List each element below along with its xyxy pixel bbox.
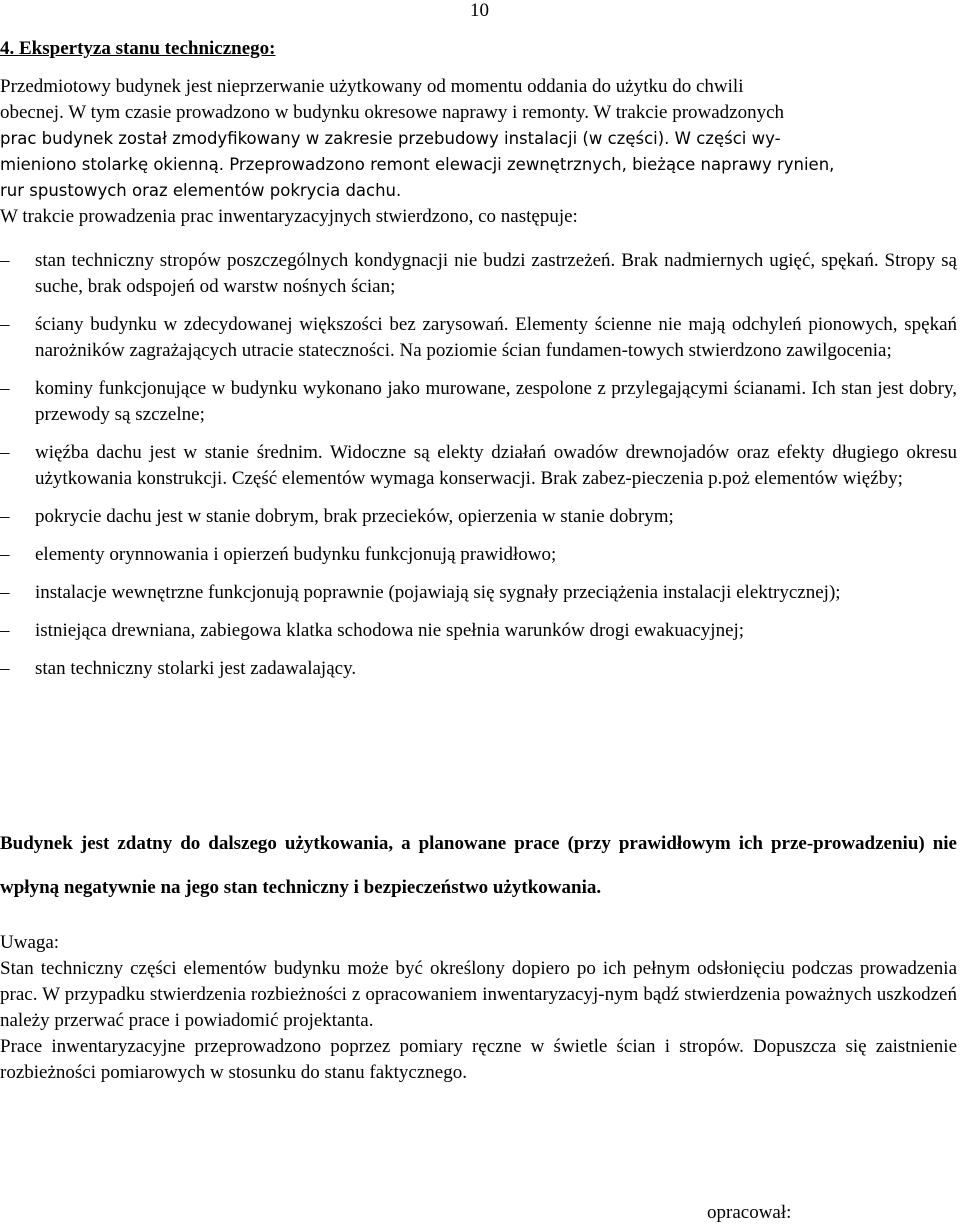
list-item <box>0 504 957 530</box>
intro-line-6: W trakcie prowadzenia prac inwentaryzacyjnych stwierdzono, co następuje: <box>0 206 578 227</box>
list-item <box>0 580 957 606</box>
list-item <box>0 312 957 364</box>
intro-line-3: prac budynek został zmodyfikowany w zakresie przebudowy instalacji (w części). W części wy- <box>0 129 781 148</box>
conclusion-paragraph: Budynek jest zdatny do dalszego użytkowania, a planowane prace (przy prawidłowym ich prze-prowadzeniu) nie wpłyną negatywnie na jego stan techniczny i bezpieczeństwo użytkowania. <box>0 833 957 898</box>
intro-line-5: rur spustowych oraz elementów pokrycia dachu. <box>0 181 402 200</box>
list-item-text: kominy funkcjonujące w budynku wykonano jako murowane, zespolone z przylegającymi ścianami. Ich stan jest dobry, przewody są szczelne; <box>35 378 957 425</box>
list-item-text: elementy orynnowania i opierzeń budynku funkcjonują prawidłowo; <box>35 544 557 565</box>
intro-paragraph <box>0 74 957 230</box>
list-dash: – <box>0 544 10 565</box>
list-dash: – <box>0 314 10 335</box>
note-paragraph-2: Prace inwentaryzacyjne przeprowadzono poprzez pomiary ręczne w świetle ścian i stropów. Dopuszcza się zaistnienie rozbieżności pomiarowych w stosunku do stanu faktycznego. <box>0 1036 957 1083</box>
list-item-text: instalacje wewnętrzne funkcjonują poprawnie (pojawiają się sygnały przeciążenia instalacji elektrycznej); <box>35 582 841 603</box>
findings-list <box>0 248 957 682</box>
list-item-text: więźba dachu jest w stanie średnim. Widoczne są elekty działań owadów drewnojadów oraz efekty długiego okresu użytkowania konstrukcji. Część elementów wymaga konserwacji. Brak zabez-pieczenia p.poż elementów więźby; <box>35 442 957 489</box>
list-dash: – <box>0 658 10 679</box>
author-label: opracował: <box>707 1202 792 1223</box>
list-item <box>0 440 957 492</box>
list-item-text: stan techniczny stolarki jest zadawalający. <box>35 658 357 679</box>
list-dash: – <box>0 506 10 527</box>
list-dash: – <box>0 442 10 463</box>
intro-line-4: mieniono stolarkę okienną. Przeprowadzono remont elewacji zewnętrznych, bieżące naprawy rynien, <box>0 155 835 174</box>
section-heading: 4. Ekspertyza stanu technicznego: <box>0 38 276 59</box>
list-item <box>0 618 957 644</box>
list-item-text: istniejąca drewniana, zabiegowa klatka schodowa nie spełnia warunków drogi ewakuacyjnej; <box>35 620 745 641</box>
list-item-text: pokrycie dachu jest w stanie dobrym, brak przecieków, opierzenia w stanie dobrym; <box>35 506 674 527</box>
list-item <box>0 656 957 682</box>
list-dash: – <box>0 582 10 603</box>
list-dash: – <box>0 620 10 641</box>
list-item <box>0 542 957 568</box>
list-item-text: stan techniczny stropów poszczególnych kondygnacji nie budzi zastrzeżeń. Brak nadmiernych ugięć, spękań. Stropy są suche, brak odspojeń od warstw nośnych ścian; <box>35 250 957 297</box>
note-label: Uwaga: <box>0 932 60 953</box>
page-number: 10 <box>470 0 489 21</box>
note-paragraph-1: Stan techniczny części elementów budynku może być określony dopiero po ich pełnym odsłonięciu podczas prowadzenia prac. W przypadku stwierdzenia rozbieżności z opracowaniem inwentaryzacyj-nym bądź stwierdzenia poważnych uszkodzeń należy przerwać prace i powiadomić projektanta. <box>0 958 957 1031</box>
note-section <box>0 930 957 1086</box>
list-dash: – <box>0 378 10 399</box>
list-dash: – <box>0 250 10 271</box>
intro-line-2: obecnej. W tym czasie prowadzono w budynku okresowe naprawy i remonty. W trakcie prowadzonych <box>0 102 785 123</box>
list-item-text: ściany budynku w zdecydowanej większości bez zarysowań. Elementy ścienne nie mają odchyleń pionowych, spękań narożników zagrażających utracie stateczności. Na poziomie ścian fundamen-towych stwierdzono zawilgocenia; <box>35 314 957 361</box>
intro-line-1: Przedmiotowy budynek jest nieprzerwanie użytkowany od momentu oddania do użytku do chwili <box>0 76 744 97</box>
list-item <box>0 248 957 300</box>
list-item <box>0 376 957 428</box>
